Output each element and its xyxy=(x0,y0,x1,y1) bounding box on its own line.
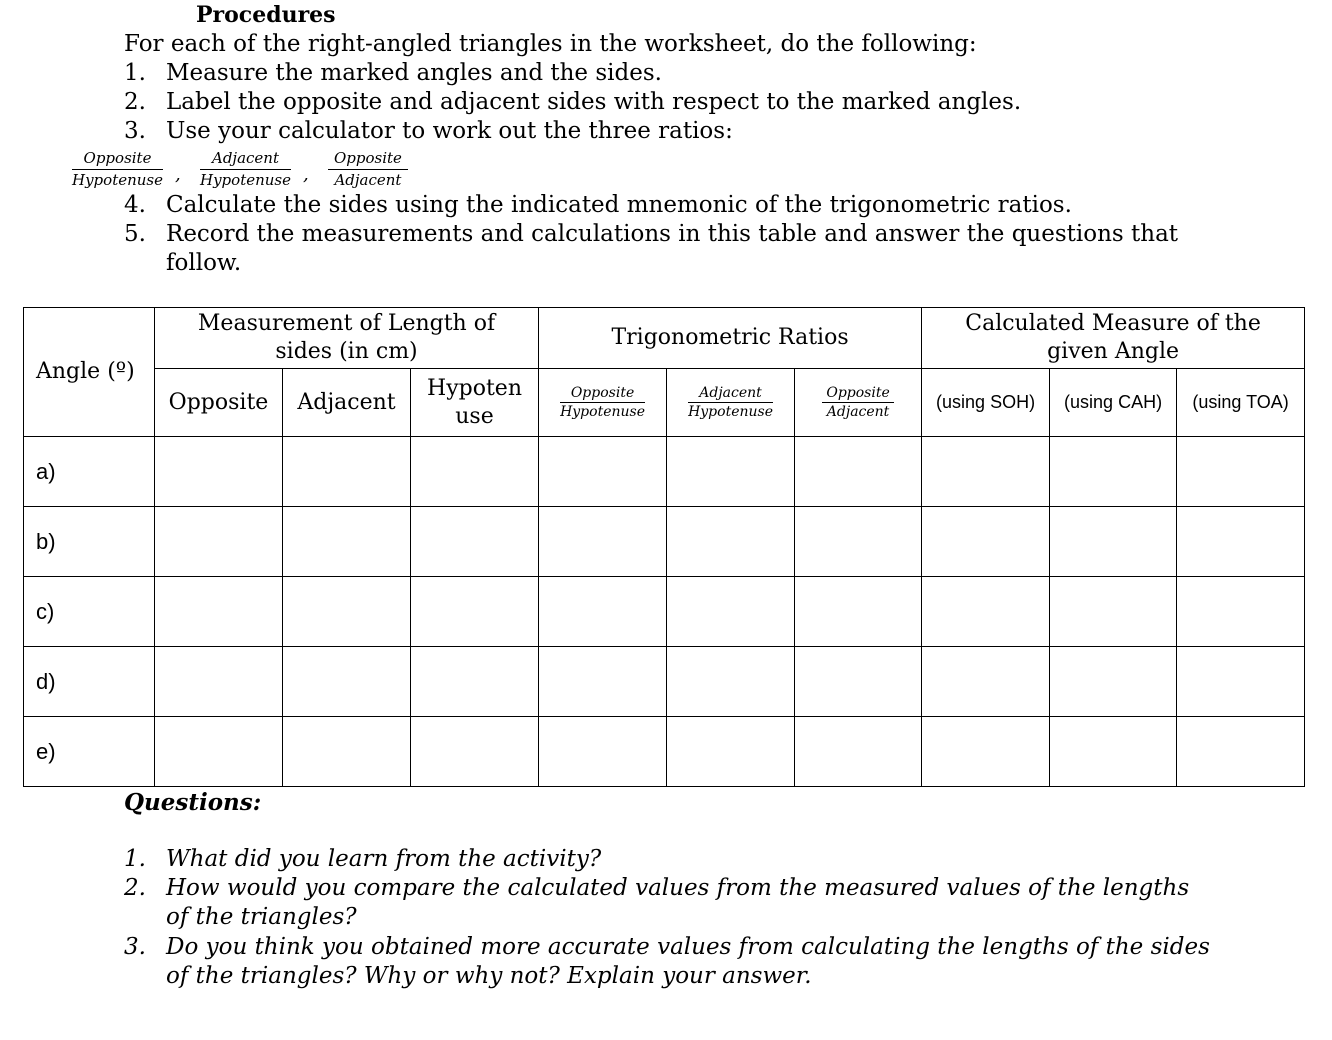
ratio-fraction xyxy=(72,148,163,190)
ratio-header-tan xyxy=(795,369,922,437)
row-label: d) xyxy=(24,647,155,717)
measurement-header xyxy=(155,308,539,369)
table-cell[interactable] xyxy=(1177,647,1305,717)
step-text: Use your calculator to work out the three ratios: xyxy=(166,118,733,144)
step-text: Calculate the sides using the indicated mnemonic of the trigonometric ratios. xyxy=(166,192,1072,218)
using-toa-header xyxy=(1177,369,1305,437)
ratio-numerator: Opposite xyxy=(560,384,645,403)
ratio-numerator: Adjacent xyxy=(200,148,291,170)
table-cell[interactable] xyxy=(155,647,283,717)
ratio-separator: , xyxy=(175,164,181,185)
adjacent-header xyxy=(283,369,411,437)
ratio-numerator: Adjacent xyxy=(688,384,773,403)
table-cell[interactable] xyxy=(411,437,539,507)
step-number: 4. xyxy=(124,192,146,218)
table-row xyxy=(24,577,1305,647)
table-cell[interactable] xyxy=(155,577,283,647)
hypotenuse-header xyxy=(411,369,539,437)
ratio-denominator: Hypotenuse xyxy=(560,404,645,420)
question-3 xyxy=(124,934,1304,994)
question-number: 3. xyxy=(124,934,146,960)
table-cell[interactable] xyxy=(1177,437,1305,507)
measurement-header-line1: Measurement of Length of xyxy=(197,311,496,336)
table-row xyxy=(24,507,1305,577)
question-number: 1. xyxy=(124,846,146,872)
ratio-denominator: Adjacent xyxy=(826,404,890,420)
table-cell[interactable] xyxy=(1177,507,1305,577)
step-number: 5. xyxy=(124,221,146,247)
question-1 xyxy=(124,846,1304,876)
table-cell[interactable] xyxy=(922,647,1050,717)
calculated-header xyxy=(922,308,1305,369)
table-cell[interactable] xyxy=(667,717,795,787)
ratio-numerator: Opposite xyxy=(72,148,163,170)
table-cell[interactable] xyxy=(1177,717,1305,787)
table-cell[interactable] xyxy=(667,507,795,577)
table-cell[interactable] xyxy=(795,507,922,577)
step-text: Label the opposite and adjacent sides with respect to the marked angles. xyxy=(166,89,1022,115)
ratio-fraction xyxy=(328,148,408,190)
table-cell[interactable] xyxy=(667,577,795,647)
using-soh-header xyxy=(922,369,1050,437)
ratio-header-sin xyxy=(539,369,667,437)
using-soh-label: (using SOH) xyxy=(936,392,1036,412)
question-text-continued: of the triangles? Why or why not? Explain your answer. xyxy=(166,963,812,989)
calculated-header-line2: given Angle xyxy=(1047,339,1180,364)
table-row xyxy=(24,647,1305,717)
table-cell[interactable] xyxy=(667,437,795,507)
table-cell[interactable] xyxy=(155,717,283,787)
angle-header xyxy=(24,308,155,437)
table-cell[interactable] xyxy=(1050,437,1177,507)
table-cell[interactable] xyxy=(922,717,1050,787)
table-cell[interactable] xyxy=(795,437,922,507)
measurement-table xyxy=(23,307,1305,787)
question-number: 2. xyxy=(124,875,146,901)
measurement-header-line2: sides (in cm) xyxy=(275,339,418,364)
table-row xyxy=(24,437,1305,507)
ratio-denominator: Adjacent xyxy=(334,171,402,189)
opposite-header-label: Opposite xyxy=(168,389,269,415)
ratio-separator: , xyxy=(303,164,309,185)
step-3 xyxy=(124,118,1224,148)
step-text-continued: follow. xyxy=(166,250,242,276)
table-cell[interactable] xyxy=(411,507,539,577)
table-cell[interactable] xyxy=(283,437,411,507)
trig-ratios-header-label: Trigonometric Ratios xyxy=(611,325,849,350)
row-label: b) xyxy=(24,507,155,577)
step-1 xyxy=(124,60,1224,90)
question-text: How would you compare the calculated values from the measured values of the lengths xyxy=(166,875,1190,901)
adjacent-header-label: Adjacent xyxy=(297,389,396,415)
opposite-header xyxy=(155,369,283,437)
table-cell[interactable] xyxy=(539,577,667,647)
row-label: a) xyxy=(24,437,155,507)
using-toa-label: (using TOA) xyxy=(1192,392,1289,412)
procedures-title: Procedures xyxy=(196,2,336,28)
angle-header-label: Angle (º) xyxy=(36,359,135,384)
ratio-denominator: Hypotenuse xyxy=(688,404,773,420)
table-cell[interactable] xyxy=(411,647,539,717)
step-number: 2. xyxy=(124,89,146,115)
step-text: Measure the marked angles and the sides. xyxy=(166,60,662,86)
using-cah-label: (using CAH) xyxy=(1064,392,1163,412)
trig-ratios-header xyxy=(539,308,922,369)
using-cah-header xyxy=(1050,369,1177,437)
procedures-intro: For each of the right-angled triangles in the worksheet, do the following: xyxy=(124,31,977,57)
table-cell[interactable] xyxy=(539,507,667,577)
table-cell[interactable] xyxy=(1050,577,1177,647)
table-cell[interactable] xyxy=(795,577,922,647)
table-cell[interactable] xyxy=(1050,507,1177,577)
ratio-fraction xyxy=(560,384,645,421)
table-cell[interactable] xyxy=(1177,577,1305,647)
table-cell[interactable] xyxy=(283,507,411,577)
row-label: c) xyxy=(24,577,155,647)
ratio-numerator: Opposite xyxy=(822,384,893,403)
table-cell[interactable] xyxy=(283,717,411,787)
table-cell[interactable] xyxy=(283,577,411,647)
question-2 xyxy=(124,875,1304,935)
ratio-denominator: Hypotenuse xyxy=(72,171,163,189)
step-2 xyxy=(124,89,1224,119)
table-cell[interactable] xyxy=(795,647,922,717)
row-label: e) xyxy=(24,717,155,787)
table-cell[interactable] xyxy=(411,717,539,787)
table-cell[interactable] xyxy=(667,647,795,717)
hypotenuse-header-line2: use xyxy=(455,403,494,429)
table-cell[interactable] xyxy=(539,437,667,507)
table-cell[interactable] xyxy=(283,647,411,717)
table-cell[interactable] xyxy=(795,717,922,787)
step-number: 1. xyxy=(124,60,146,86)
table-cell[interactable] xyxy=(155,437,283,507)
table-cell[interactable] xyxy=(539,647,667,717)
ratio-denominator: Hypotenuse xyxy=(200,171,291,189)
question-text-continued: of the triangles? xyxy=(166,904,357,930)
ratio-header-cos xyxy=(667,369,795,437)
questions-title: Questions: xyxy=(124,789,262,816)
step-4 xyxy=(124,192,1274,222)
step-number: 3. xyxy=(124,118,146,144)
calculated-header-line1: Calculated Measure of the xyxy=(965,311,1261,336)
table-cell[interactable] xyxy=(1050,717,1177,787)
ratio-fraction xyxy=(822,384,893,421)
question-text: What did you learn from the activity? xyxy=(166,846,602,872)
question-text: Do you think you obtained more accurate values from calculating the lengths of the sides xyxy=(166,934,1210,960)
table-row xyxy=(24,717,1305,787)
table-cell[interactable] xyxy=(411,577,539,647)
table-cell[interactable] xyxy=(539,717,667,787)
ratio-numerator: Opposite xyxy=(328,148,408,170)
table-cell[interactable] xyxy=(922,577,1050,647)
hypotenuse-header-line1: Hypoten xyxy=(427,375,522,401)
table-cell[interactable] xyxy=(1050,647,1177,717)
ratio-fraction xyxy=(688,384,773,421)
table-cell[interactable] xyxy=(922,507,1050,577)
table-cell[interactable] xyxy=(155,507,283,577)
step-text: Record the measurements and calculations in this table and answer the questions that xyxy=(166,221,1179,247)
table-cell[interactable] xyxy=(922,437,1050,507)
ratio-fraction xyxy=(200,148,291,190)
step-5 xyxy=(124,221,1304,281)
